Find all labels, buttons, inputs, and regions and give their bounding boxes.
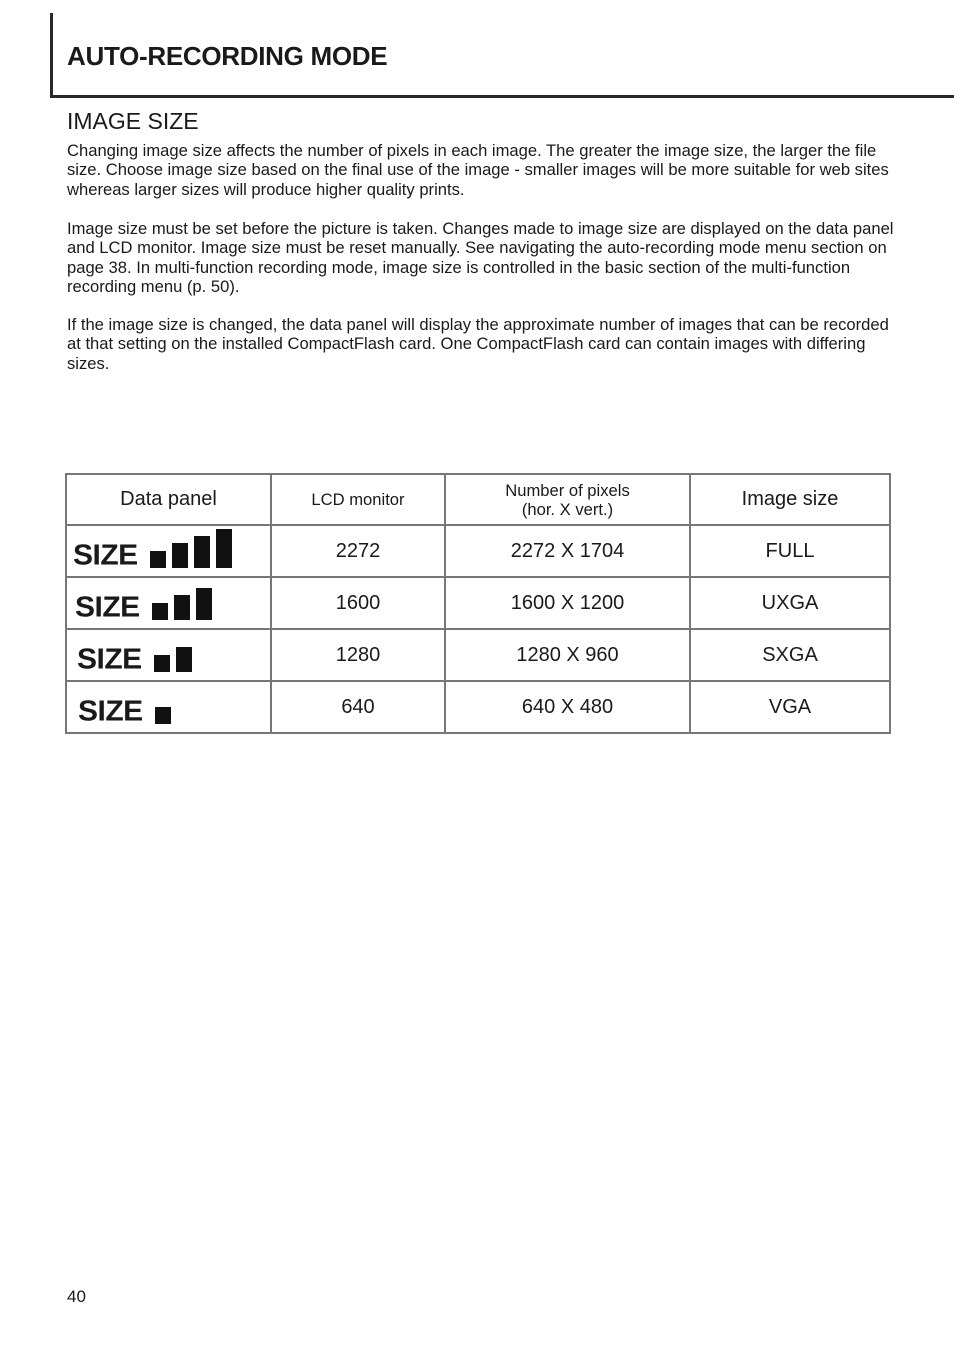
data-panel-cell	[66, 577, 271, 629]
lcd-monitor-cell: 2272	[271, 525, 445, 577]
size-bars-icon	[150, 529, 238, 568]
header-lcd-monitor: LCD monitor	[271, 474, 445, 525]
header-data-panel: Data panel	[66, 474, 271, 525]
page-title: AUTO-RECORDING MODE	[67, 41, 388, 71]
pixels-cell: 1280 X 960	[445, 629, 690, 681]
data-panel-cell	[66, 525, 271, 577]
lcd-monitor-cell: 1600	[271, 577, 445, 629]
header-pixels-line1: Number of pixels	[505, 480, 630, 500]
header-pixels-line2: (hor. X vert.)	[521, 499, 614, 519]
image-size-cell: FULL	[690, 525, 890, 577]
table-row	[66, 629, 890, 681]
image-size-cell: VGA	[690, 681, 890, 733]
size-label: SIZE	[77, 643, 142, 676]
paragraph-setting: Image size must be set before the picture is taken. Changes made to image size are displayed on the data panel and LCD monitor. Image size must be reset manually. See navigating the auto-recording mode menu section on page 38. In multi-function recording mode, image size is controlled in the basic section of the multi-function recording menu (p. 50).	[67, 219, 894, 297]
table-row	[66, 681, 890, 733]
pixels-cell: 2272 X 1704	[445, 525, 690, 577]
size-label: SIZE	[73, 539, 138, 572]
table-header-row	[66, 474, 890, 525]
table-row	[66, 577, 890, 629]
size-bars-icon	[154, 647, 198, 672]
image-size-table	[65, 473, 891, 734]
section-title: IMAGE SIZE	[67, 108, 199, 134]
paragraph-capacity: If the image size is changed, the data panel will display the approximate number of images that can be recorded at that setting on the installed CompactFlash card. One CompactFlash card can contain images with differing sizes.	[67, 315, 889, 373]
lcd-monitor-cell: 640	[271, 681, 445, 733]
pixels-cell: 640 X 480	[445, 681, 690, 733]
table-row	[66, 525, 890, 577]
size-label: SIZE	[75, 591, 140, 624]
header-vertical-rule	[50, 13, 53, 98]
image-size-cell: SXGA	[690, 629, 890, 681]
header-horizontal-rule	[50, 95, 954, 98]
page-number: 40	[67, 1287, 86, 1306]
paragraph-intro: Changing image size affects the number of pixels in each image. The greater the image size, the larger the file size. Choose image size based on the final use of the image - smaller images will be more suitable for web sites whereas larger sizes will produce higher quality prints.	[67, 141, 889, 199]
data-panel-cell	[66, 629, 271, 681]
size-label: SIZE	[78, 695, 143, 728]
size-bars-icon	[152, 588, 218, 620]
header-number-of-pixels	[445, 474, 690, 525]
image-size-cell: UXGA	[690, 577, 890, 629]
size-bars-icon	[155, 707, 177, 724]
lcd-monitor-cell: 1280	[271, 629, 445, 681]
pixels-cell: 1600 X 1200	[445, 577, 690, 629]
data-panel-cell	[66, 681, 271, 733]
header-image-size: Image size	[690, 474, 890, 525]
